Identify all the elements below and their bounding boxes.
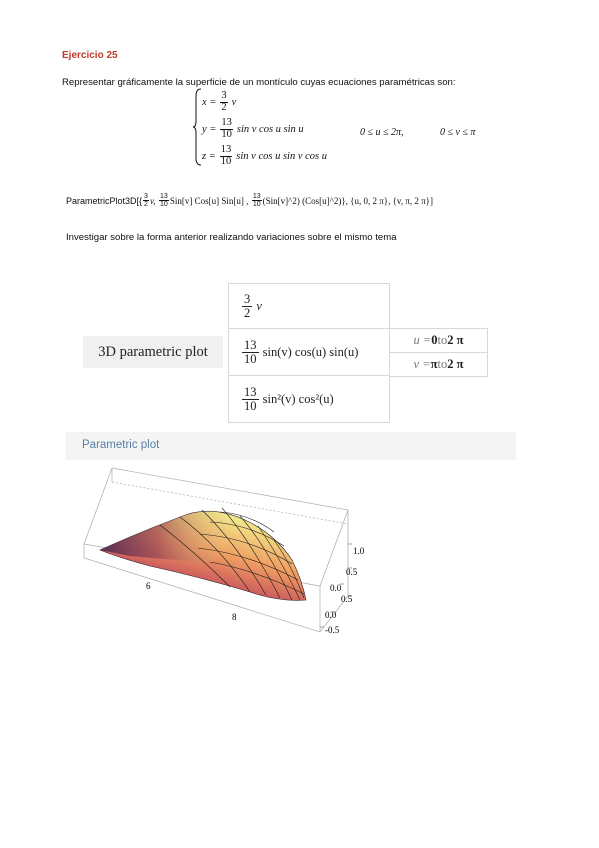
parametric-plot-3d bbox=[70, 462, 390, 642]
system-brace bbox=[192, 88, 202, 166]
equation-x: x = $\frac{3}{2}$ v bbox=[202, 90, 237, 113]
exercise-title: Ejercicio 25 bbox=[62, 50, 118, 61]
mathematica-code: ParametricPlot3D[{ $\frac{3}{2}$ v, $\frac{13}{10}$ Sin[v] Cos[u] Sin[u] , $\frac{13}{10}$ (Sin[v]^2) (Cos[u]^2)}, {u, 0, 2 π}, {v, π, 2 π}] bbox=[66, 193, 433, 208]
input-label: 3D parametric plot bbox=[83, 336, 223, 368]
component-x-cell: $\frac{3}{2}$ v bbox=[228, 283, 390, 329]
component-z-cell: $\frac{13}{10}$ sin²(v) cos²(u) bbox=[228, 375, 390, 423]
u-range-cell: u = 0 to 2 π bbox=[389, 328, 488, 353]
x-tick-label: 6 bbox=[146, 581, 151, 591]
z-tick-label: 0.0 bbox=[330, 583, 342, 593]
z-tick-label: 0.0 bbox=[325, 610, 337, 620]
range-u: 0 ≤ u ≤ 2π, bbox=[360, 127, 404, 138]
parametric-plot-header: Parametric plot bbox=[65, 432, 516, 460]
equation-z: z = $\frac{13}{10}$ sin v cos u sin v cos u bbox=[202, 144, 327, 167]
z-tick-label: 0.5 bbox=[346, 567, 358, 577]
x-tick-label: 8 bbox=[232, 612, 237, 622]
component-y-cell: $\frac{13}{10}$ sin(v) cos(u) sin(u) bbox=[228, 328, 390, 376]
investigar-text: Investigar sobre la forma anterior realizando variaciones sobre el mismo tema bbox=[66, 232, 397, 243]
z-tick-label: 0.5 bbox=[341, 594, 353, 604]
v-range-cell: v = π to 2 π bbox=[389, 352, 488, 377]
range-v: 0 ≤ v ≤ π bbox=[440, 127, 476, 138]
z-tick-label: -0.5 bbox=[325, 625, 340, 635]
intro-text: Representar gráficamente la superficie de un montículo cuyas ecuaciones paramétricas son: bbox=[62, 77, 456, 88]
equation-y: y = $\frac{13}{10}$ sin v cos u sin u bbox=[202, 117, 304, 140]
z-tick-label: 1.0 bbox=[353, 546, 365, 556]
